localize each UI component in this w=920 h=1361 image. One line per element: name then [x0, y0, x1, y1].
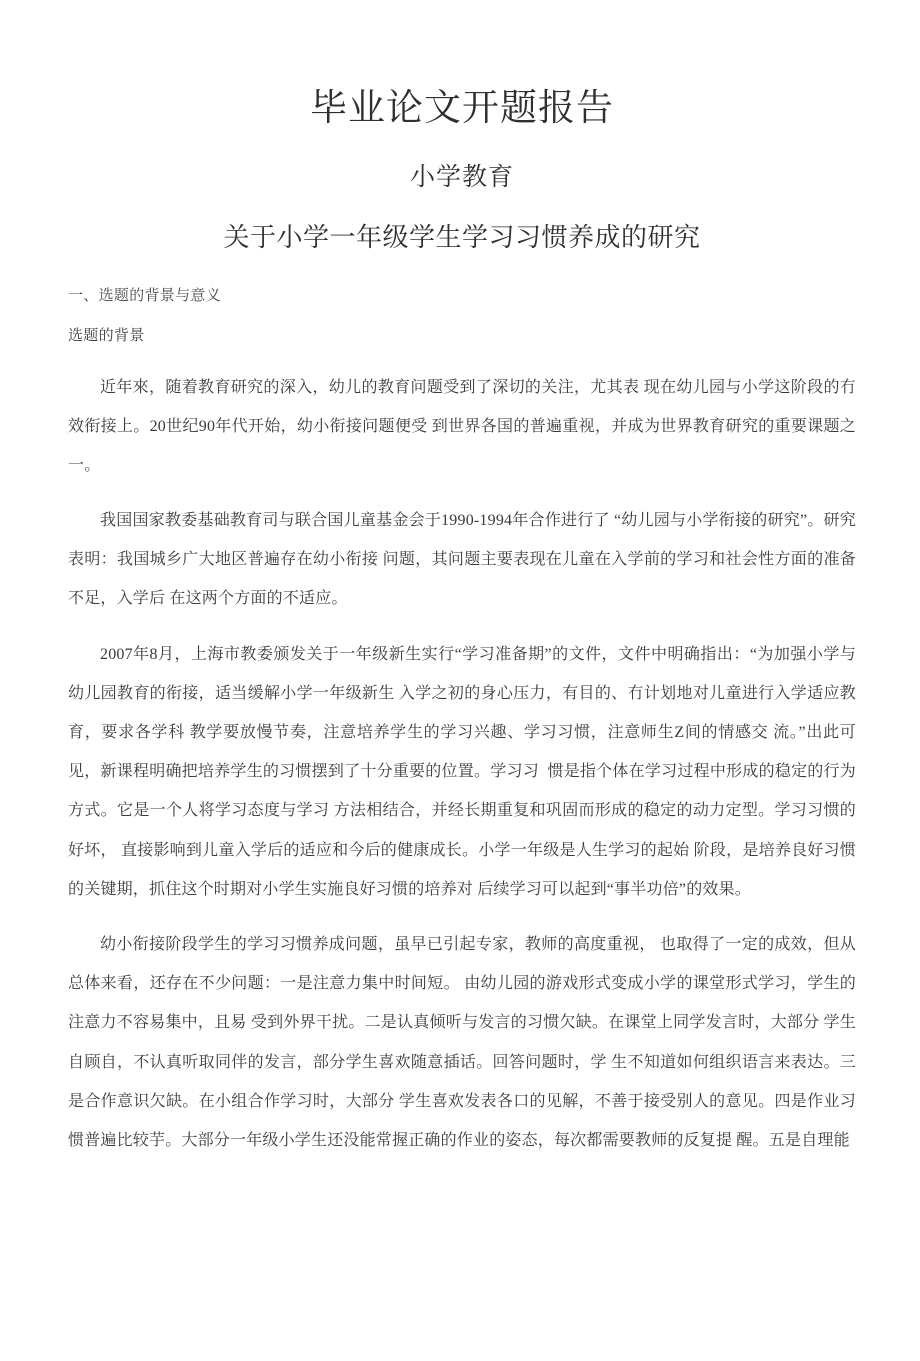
- section-heading-background-significance: 一、选题的背景与意义: [68, 287, 222, 304]
- body-paragraph: 幼小衔接阶段学生的学习习惯养成问题，虽早已引起专家，教师的高度重视， 也取得了一定的成效，但从总体来看，还存在不少问题：一是注意力集中时间短。 由幼儿园的游戏形式变成小学的课堂形式学习，学生的注意力不容易集中，且易 受到外界干扰。二是认真倾听与发言的习惯欠缺。在课堂上同学发言时，大部分 学生自顾自，不认真听取同伴的发言，部分学生喜欢随意插话。回答问题时，学 生不知道如何组织语言来表达。三是合作意识欠缺。在小组合作学习时，大部分 学生喜欢发表各口的见解，不善于接受别人的意见。四是作业习惯普遍比较芋。大部分一年级小学生还没能常握正确的作业的姿态，每次都需要教师的反复提 醒。五是自理能: [68, 935, 856, 1149]
- sub-heading-background: 选题的背景: [68, 328, 145, 345]
- document-content: [68, 0, 856, 1160]
- body-paragraph: 近年來，随着教育研究的深入，幼儿的教育问题受到了深切的关注，尤其表 现在幼儿园与小学这阶段的冇效衔接上。20世纪90年代开始，幼小衔接问题便受 到世界各国的普遍重视，并成为世界教育研究的重要课题之一。: [68, 378, 856, 474]
- body-paragraph: 2007年8月，上海市教委颁发关于一年级新生实行“学习准备期”的文件，文件中明确指出：“为加强小学与幼儿园教育的衔接，适当缓解小学一年级新生 入学之初的身心压力，有目的、冇计划地对儿童进行入学适应教育，要求各学科 教学要放慢节奏，注意培养学生的学习兴趣、学习习惯，注意师生Z间的情感交 流。”出此可见，新课程明确把培养学生的习惯摆到了十分重要的位置。学习习 惯是指个体在学习过程中形成的稳定的行为方式。它是一个人将学习态度与学习 方法相结合，并经长期重复和巩固而形成的稳定的动力定型。学习习惯的好坏， 直接影响到儿童入学后的适应和今后的健康成长。小学一年级是人生学习的起始 阶段，是培养良好习惯的关键期，抓住这个时期对小学生实施良好习惯的培养对 后续学习可以起到“事半功倍”的效果。: [68, 645, 856, 898]
- document-subject: 小学教育: [409, 164, 514, 192]
- document-topic: 关于小学一年级学生学习习惯养成的研究: [223, 222, 701, 252]
- page-title: 毕业论文开题报告: [310, 88, 614, 129]
- body-paragraph: 我国国家教委基础教育司与联合国儿童基金会于1990-1994年合作进行了 “幼儿园与小学衔接的研究”。研究表明：我国城乡广大地区普遍存在幼小衔接 问题，其问题主要表现在儿童在入学前的学习和社会性方面的准备不足，入学后 在这两个方面的不适应。: [68, 512, 856, 608]
